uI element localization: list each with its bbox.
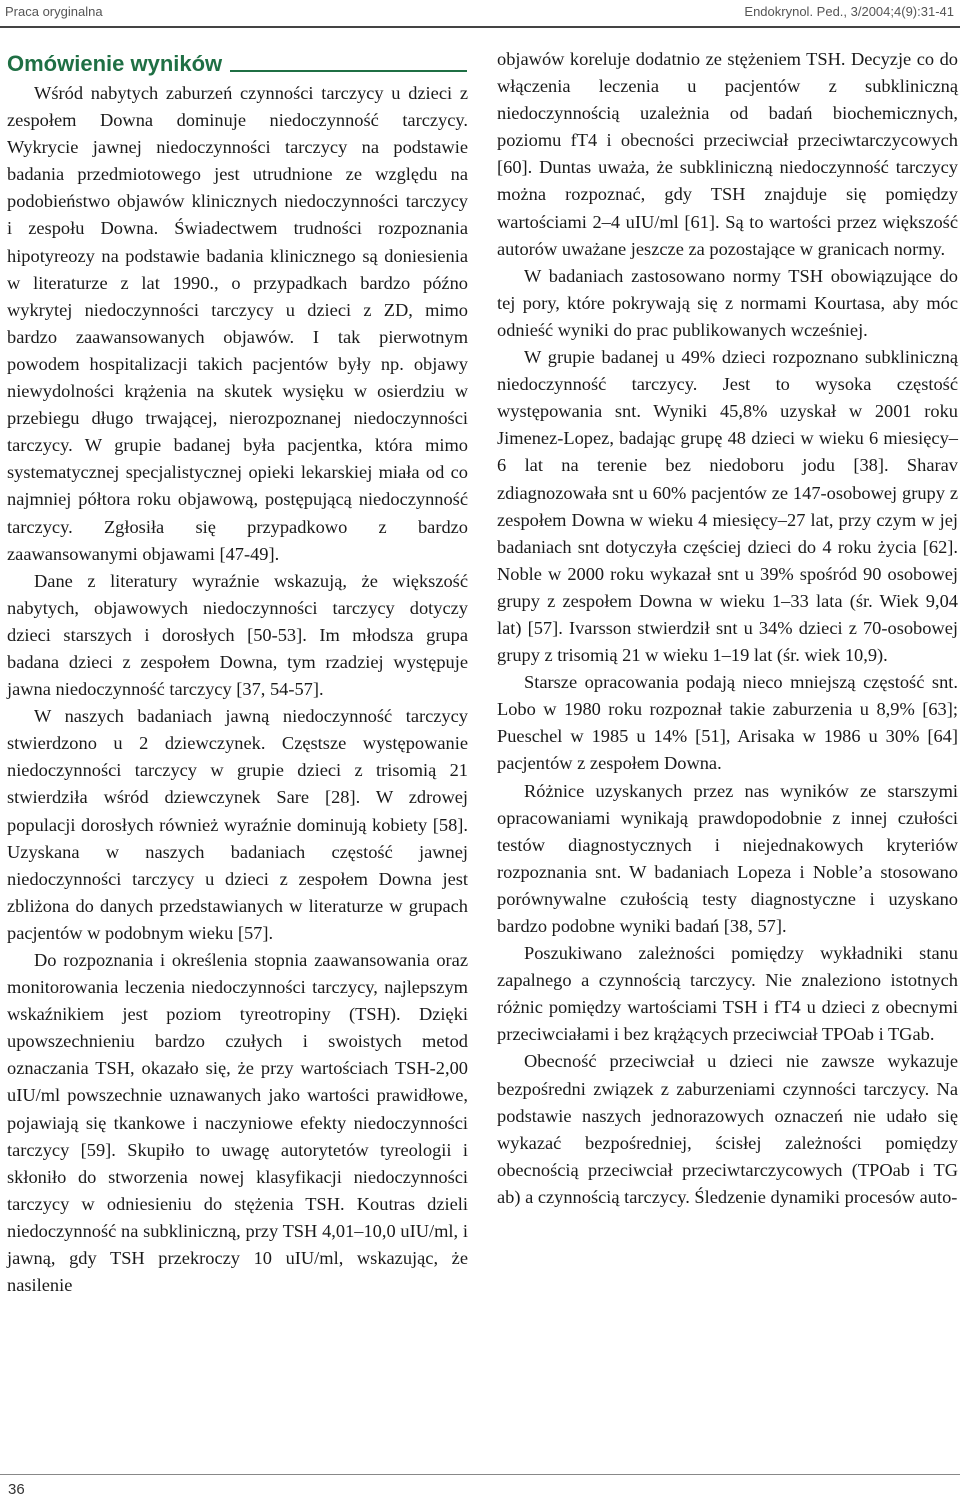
paragraph: Różnice uzyskanych przez nas wyników ze starszymi opracowaniami wynikają prawdopodobnie z innej czułości testów diagnostycznych i niejednakowych kryteriów rozpoznania snt. W badaniach Lopeza i Noble’a stosowano porównywalne czułością testy diagnostyczne i uzyskano bardzo podobne wyniki badań [38, 57]. (497, 780, 958, 936)
paragraph: W badaniach zastosowano normy TSH obowiązujące do tej pory, które pokrywają się z normami Kourtasa, aby móc odnieść wyniki do prac publikowanych wcześniej. (497, 265, 958, 340)
paragraph: Dane z literatury wyraźnie wskazują, że większość nabytych, objawowych niedoczynności tarczycy dotyczy dzieci starszych i dorosłych [50-53]. Im młodsza grupa badana dzieci z zespołem Downa, tym rzadziej występuje jawna niedoczynność tarczycy [37, 54-57]. (7, 570, 468, 700)
paragraph-continued: objawów koreluje dodatnio ze stężeniem TSH. Decyzje co do włączenia leczenia u pacjentów z subkliniczną niedoczynnością uzależnia od badań biochemicznych, poziomu fT4 i obecności przeciwciał przeciwtarczycowych [60]. Duntas uważa, że subkliniczną niedoczynność tarczycy można rozpoznać, gdy TSH znajduje się pomiędzy wartościami 2–4 uIU/ml [61]. Są to wartości przez większość autorów uważane jeszcze za pozostające w granicach normy. (497, 49, 958, 259)
running-header (0, 0, 960, 26)
paragraph: Wśród nabytych zaburzeń czynności tarczycy u dzieci z zespołem Downa dominuje niedoczynność tarczycy. Wykrycie jawnej niedoczynności tarczycy na podstawie badania przedmiotowego jest utrudnione ze względu na podobieństwo objawów klinicznych niedoczynności tarczycy i zespołu Downa. Świadectwem trudności rozpoznania hipotyreozy na podstawie badania klinicznego są doniesienia w literaturze z lat 1990., o przypadkach bardzo późno wykrytej niedoczynności tarczycy u dzieci z ZD, mimo bardzo zaawansowanych objawów. I tak pierwotnym powodem hospitalizacji takich pacjentów były np. objawy niewydolności krążenia na skutek wysięku w osierdziu w przebiegu długo trwającej, nierozpoznanej niedoczynności tarczycy. W grupie badanej była pacjentka, która mimo systematycznej specjalistycznej opieki lekarskiej miała od co najmniej półtora roku objawową, postępującą niedoczynność tarczycy. Zgłosiła się przypadkowo z bardzo zaawansowanymi objawami [47-49]. (7, 83, 468, 564)
paragraph: Poszukiwano zależności pomiędzy wykładniki stanu zapalnego a czynnością tarczycy. Nie znaleziono istotnych różnic pomiędzy wartościami TSH i fT4 u dzieci z obecnymi przeciwciałami i bez krążących przeciwciał TPOab i TGab. (497, 943, 958, 1045)
heading-underline (230, 70, 467, 72)
paragraph: W naszych badaniach jawną niedoczynność tarczycy stwierdzono u 2 dziewczynek. Częstsze występowanie niedoczynności tarczycy w grupie dzieci z trisomią 21 stwierdziła wśród dziewczynek Sare [28]. W zdrowej populacji dorosłych również wyraźnie dominują kobiety [58]. Uzyskana w naszych badaniach częstość jawnej niedoczynności tarczycy u dzieci z zespołem Downa jest zbliżona do danych przedstawianych w literaturze w grupach pacjentów w podobnym wieku [57]. (7, 706, 468, 943)
header-section-label: Praca oryginalna (5, 4, 103, 19)
section-heading (7, 44, 467, 76)
paragraph: Starsze opracowania podają nieco mniejszą częstość snt. Lobo w 1980 roku rozpoznał takie zaburzenia u 8,9% [63]; Pueschel w 1985 u 14% [51], Arisaka w 1986 u 30% [64] pacjentów z zespołem Downa. (497, 672, 958, 774)
paragraph: W grupie badanej u 49% dzieci rozpoznano subkliniczną niedoczynność tarczycy. Jest to wysoka częstość występowania snt. Wyniki 45,8% uzyskał w 2001 roku Jimenez-Lopez, badając grupę 48 dzieci w wieku 6 miesięcy–6 lat na terenie bez niedoboru jodu [38]. Sharav zdiagnozowała snt u 60% pacjentów ze 147-osobowej grupy z zespołem Downa w wieku 4 miesięcy–27 lat, przy czym w jej badaniach snt dotyczyła częściej dzieci do 4 roku życia [62]. Noble w 2000 roku wykazał snt u 39% spośród 90 osobowej grupy z zespołem Downa w wieku 1–33 lata (śr. Wiek 9,04 lat) [57]. Ivarsson stwierdził snt u 34% dzieci z 70-osobowej grupy z trisomią 21 w wieku 1–19 lat (śr. wiek 10,9). (497, 347, 958, 666)
header-citation: Endokrynol. Ped., 3/2004;4(9):31-41 (744, 4, 954, 19)
paragraph: Do rozpoznania i określenia stopnia zaawansowania oraz monitorowania leczenia niedoczynności tarczycy, najlepszym wskaźnikiem jest poziom tyreotropiny (TSH). Dzięki upowszechnieniu bardzo czułych i swoistych metod oznaczania TSH, okazało się, że przy wartościach TSH-2,00 uIU/ml powszechnie uznawanych jako wartości prawidłowe, pojawiają się tkankowe i naczyniowe efekty niedoczynności tarczycy [59]. Skupiło to uwagę autorytetów tyreologii i skłoniło do stworzenia nowej klasyfikacji niedoczynności tarczycy w odniesieniu do stężenia TSH. Koutras dzieli niedoczynność na subkliniczną, przy TSH 4,01–10,0 uIU/ml, i jawną, gdy TSH przekroczy 10 uIU/ml, wskazując, że nasilenie (7, 950, 468, 1296)
page-number: 36 (8, 1481, 25, 1498)
section-heading-text: Omówienie wyników (7, 51, 223, 76)
left-column (7, 80, 468, 1299)
header-rule (0, 26, 960, 28)
right-column (497, 46, 958, 1211)
footer-rule (0, 1474, 960, 1475)
paragraph: Obecność przeciwciał u dzieci nie zawsze wykazuje bezpośredni związek z zaburzeniami czynności tarczycy. Na podstawie naszych jednorazowych oznaczeń nie udało się wykazać bezpośredniej, ścisłej zależności pomiędzy obecnością przeciwciał przeciwtarczycowych (TPOab i TG ab) a czynnością tarczycy. Śledzenie dynamiki procesów auto- (497, 1051, 958, 1207)
